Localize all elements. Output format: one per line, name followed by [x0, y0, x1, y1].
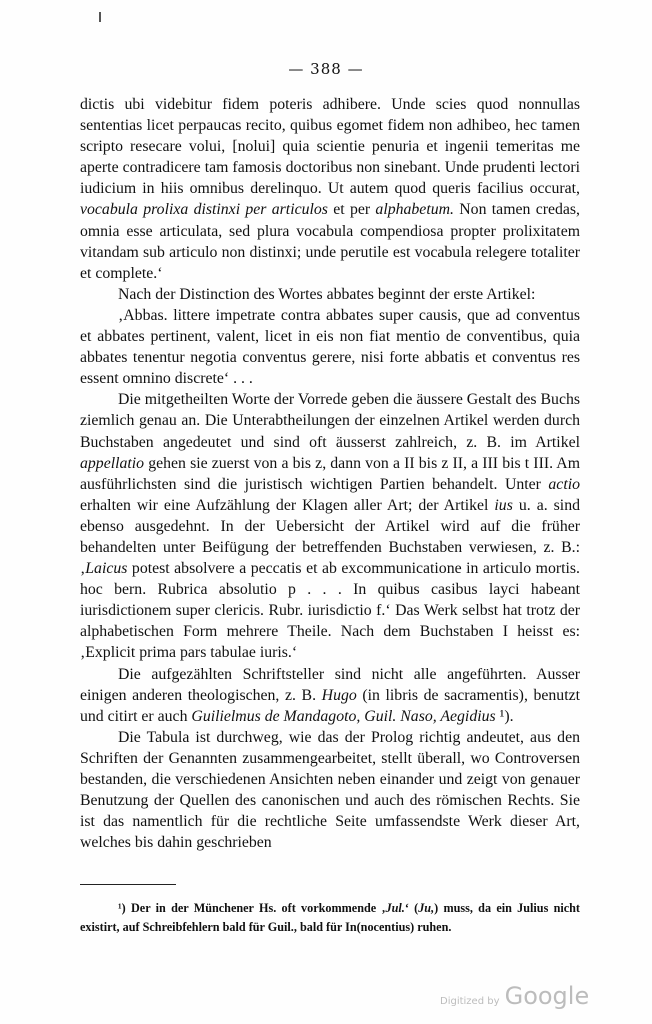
paragraph-4-text-3: erhalten wir eine Aufzählung der Klagen aller Art; der Artikel: [80, 496, 495, 514]
footnote-text: [80, 899, 580, 937]
paragraph-4: [80, 389, 580, 663]
paragraph-1-text: dictis ubi videbitur fidem poteris adhibere. Unde scies quod nonnullas sententias licet perpaucas recito, quibus egomet fidem non adhibeo, hec tamen scripto resecare volui, [nolui] quia scientie penuria et ingenii temeritas me aperte contradicere tam famosis doctoribus non sinebant. Unde prudenti lectori iudicium in hiis omnibus derelinquo. Ut autem quod queris facilius occurat,: [80, 96, 580, 198]
paragraph-4-text-5: potest absolvere a peccatis et ab excommunicatione in articulo mortis. hoc bern. Rubrica absolutio p . . . In quibus casibus layci habeant iurisdictionem super clericis. Rubr. iurisdictio f.‘ Das Werk selbst hat trotz der alphabetischen Form mehrere Theile. Nach dem Buchstaben I heisst es: ‚Explicit prima pars tabulae iuris.‘: [80, 560, 580, 662]
paragraph-5-italic-2: Guilielmus de Mandagoto, Guil. Naso, Aegidius: [191, 707, 496, 725]
paragraph-5-text-3: ¹).: [495, 707, 514, 725]
paragraph-4-italic-2: actio: [548, 475, 580, 493]
paragraph-4-italic-1: appellatio: [80, 454, 145, 472]
paragraph-4-italic-3: ius: [494, 496, 513, 514]
footnote-text-1: ¹) Der in der Münchener Hs. oft vorkommende ‚: [118, 901, 386, 915]
paragraph-2: Nach der Distinction des Wortes abbates beginnt der erste Artikel:: [118, 285, 536, 303]
page-number: — 388 —: [288, 60, 364, 78]
footnote-italic-2: Ju,: [418, 901, 435, 915]
paragraph-4-text-2: gehen sie zuerst von a bis z, dann von a II bis z II, a III bis t III. Am ausführlichsten sind die juristisch wichtigen Partien behandelt. Unter: [80, 454, 580, 493]
paragraph-1-text-2: et per: [327, 201, 376, 219]
footnote-text-3: ) muss, da ein Julius nicht existirt, auf Schreibfehlern bald für Guil., bald für In(nocentius) ruhen.: [80, 901, 580, 934]
footnote: [80, 899, 580, 937]
body-text: [80, 94, 580, 853]
paragraph-5-italic-1: Hugo: [321, 686, 357, 704]
paragraph-3-quote: ‚Abbas. littere impetrate contra abbates super causis, que ad conventus et abbates pertinent, valent, licet in eis non fiat mentio de conventibus, quia abbates tenentur negotia conventus gerere, nisi forte abbatis et conventus res essent omnino discrete‘ . . .: [80, 306, 580, 388]
margin-mark: [99, 12, 101, 22]
footnote-italic-1: Jul.: [385, 901, 405, 915]
paragraph-4-italic-4: Laicus: [85, 560, 128, 578]
paragraph-4-text-1: Die mitgetheilten Worte der Vorrede geben die äussere Gestalt des Buchs ziemlich genau an. Die Unterabtheilungen der einzelnen Artikel werden durch Buchstaben angedeutet und sind oft äusserst zahlreich, z. B. im Artikel: [80, 391, 580, 451]
paragraph-6: Die Tabula ist durchweg, wie das der Prolog richtig andeutet, aus den Schriften der Genannten zusammengearbeitet, stellt überall, wo Controversen bestanden, die verschiedenen Ansichten neben einander und zeigt von genauer Benutzung der Quellen des canonischen und auch des römischen Rechts. Sie ist das namentlich für die rechtliche Seite umfassendste Werk dieser Art, welches bis dahin geschrieben: [80, 728, 580, 852]
footnote-text-2: ‘ (: [404, 901, 419, 915]
paragraph-1: [80, 94, 580, 284]
paragraph-5-text-1: Die aufgezählten Schriftsteller sind nicht alle angeführten. Ausser einigen anderen theologischen, z. B.: [80, 665, 580, 704]
paragraph-5-text-2: (in libris de sacramentis), benutzt und citirt er auch: [80, 686, 580, 725]
paragraph-1-italic-2: alphabetum.: [375, 201, 454, 219]
google-logo: Google: [504, 982, 590, 1010]
digitized-watermark: [440, 982, 589, 1010]
paragraph-4-text-4: u. a. sind ebenso ausgedehnt. In der Uebersicht der Artikel wird auf die früher behandelten unter Beifügung der betreffenden Buchstaben verwiesen, z. B.: ‚: [80, 496, 580, 578]
paragraph-1-italic-1: vocabula prolixa distinxi per articulos: [80, 201, 328, 219]
footnote-divider: [80, 884, 176, 885]
watermark-prefix: Digitized by: [440, 996, 500, 1007]
paragraph-1-text-3: Non tamen credas, omnia esse articulata, sed plura vocabula compendiosa propter prolixitatem vitandam sub articulo non distinxi; unde perutile est vocabula relegere totaliter et complete.‘: [80, 201, 580, 282]
paragraph-5: [80, 664, 580, 727]
